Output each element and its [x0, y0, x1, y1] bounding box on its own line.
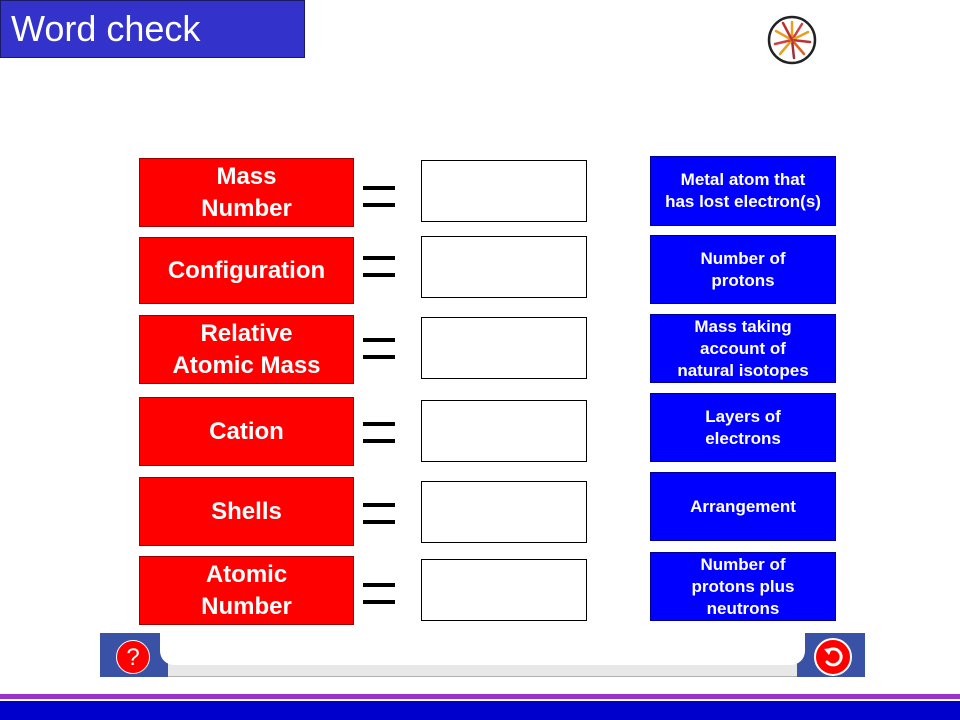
return-arrow-icon — [821, 645, 845, 669]
term-shells: Shells — [139, 477, 354, 546]
answer-slot-3[interactable] — [421, 317, 587, 379]
definition-card-mass-isotopes[interactable]: Mass taking account of natural isotopes — [650, 314, 836, 383]
equals-sign — [363, 338, 395, 359]
equals-sign — [363, 583, 395, 604]
definition-card-number-of-protons[interactable]: Number of protons — [650, 235, 836, 304]
equals-sign — [363, 503, 395, 524]
definition-card-layers-of-electrons[interactable]: Layers of electrons — [650, 393, 836, 462]
term-cation: Cation — [139, 397, 354, 466]
equals-sign — [363, 422, 395, 443]
bottom-bar-track — [160, 633, 805, 665]
term-mass-number: Mass Number — [139, 158, 354, 227]
equals-sign — [363, 186, 395, 207]
answer-slot-5[interactable] — [421, 481, 587, 543]
term-atomic-number: Atomic Number — [139, 556, 354, 625]
equals-sign — [363, 256, 395, 277]
starburst-logo-icon — [766, 14, 818, 66]
back-button[interactable] — [814, 638, 852, 676]
definition-card-metal-atom[interactable]: Metal atom that has lost electron(s) — [650, 156, 836, 226]
answer-slot-6[interactable] — [421, 559, 587, 621]
answer-slot-4[interactable] — [421, 400, 587, 462]
term-relative-atomic-mass: Relative Atomic Mass — [139, 315, 354, 384]
definition-card-protons-plus-neutrons[interactable]: Number of protons plus neutrons — [650, 552, 836, 621]
definition-card-arrangement[interactable]: Arrangement — [650, 472, 836, 541]
page-title: Word check — [0, 0, 305, 58]
answer-slot-1[interactable] — [421, 160, 587, 222]
term-configuration: Configuration — [139, 237, 354, 304]
footer-band — [0, 701, 960, 720]
footer-stripe — [0, 694, 960, 699]
answer-slot-2[interactable] — [421, 236, 587, 298]
help-button[interactable]: ? — [116, 640, 150, 674]
